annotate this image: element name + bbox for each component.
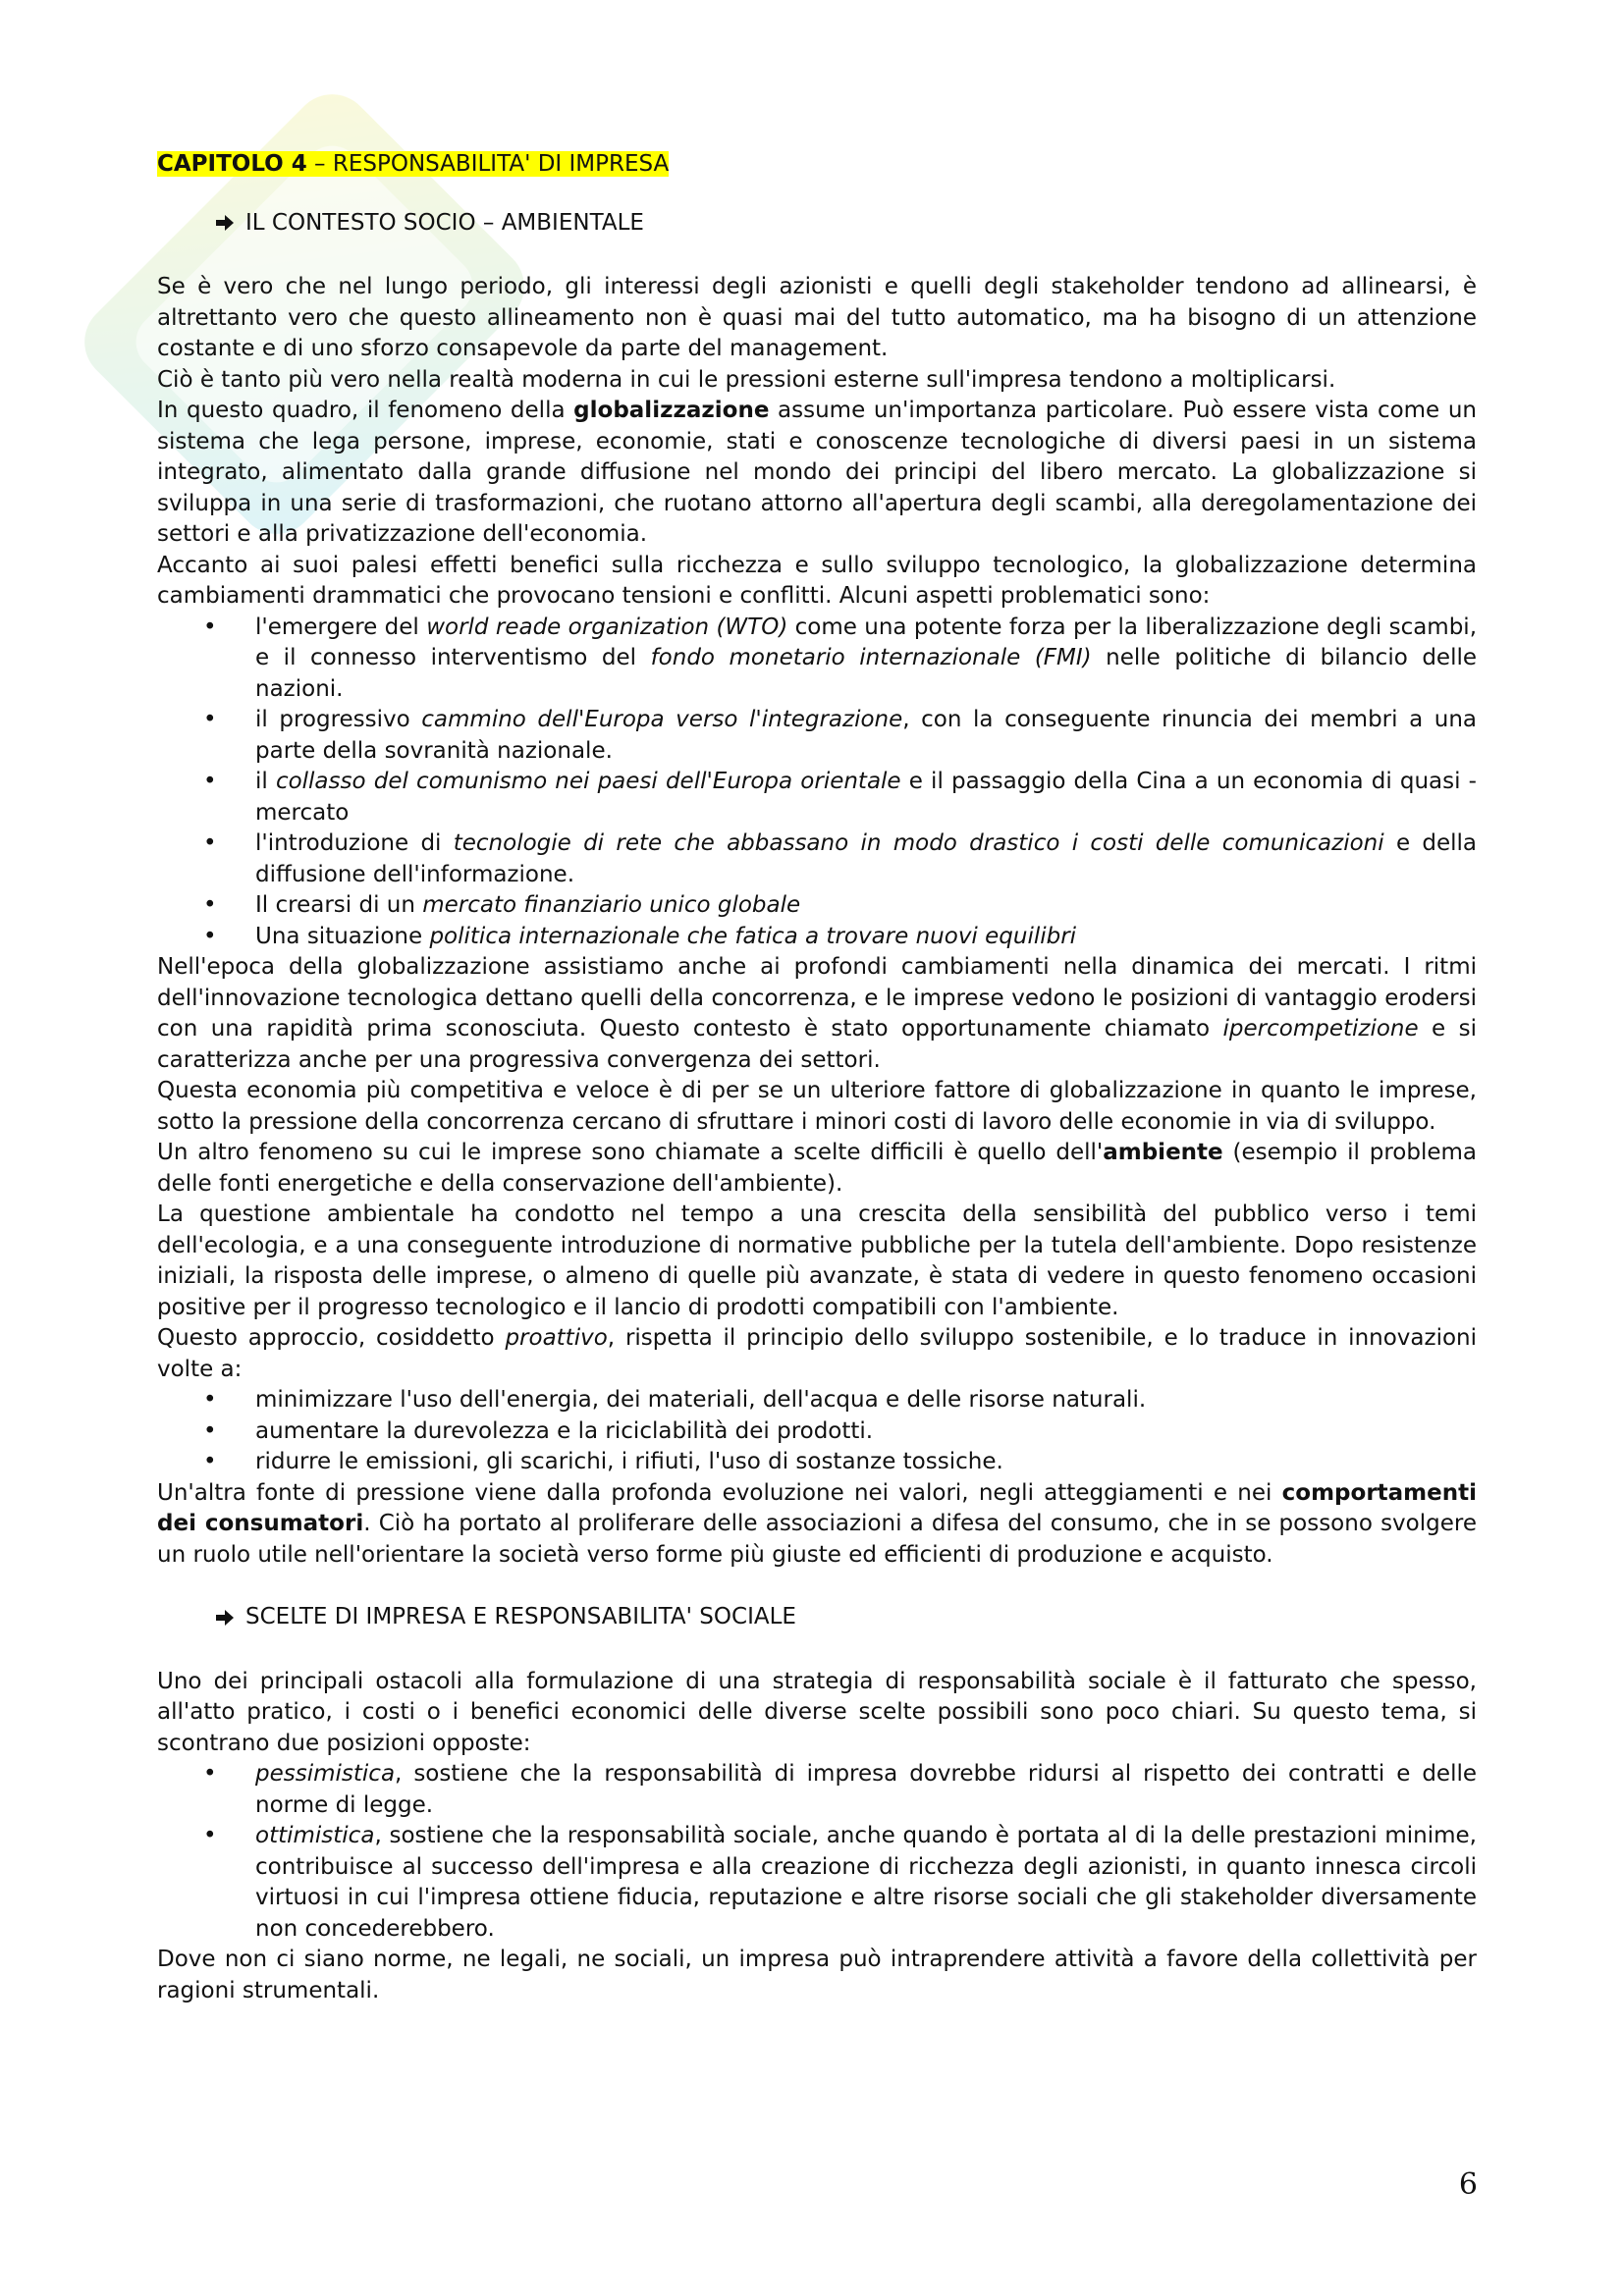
bullet-icon: • <box>203 1823 217 1848</box>
list-item: • ottimistica, sostiene che la responsabilità sociale, anche quando è portata al di la delle prestazioni minime, contribuisce al successo dell'impresa e alla creazione di ricchezza degli azionisti, in quanto innesca circoli virtuosi in cui l'impresa ottiene fiducia, reputazione e altre risorse sociali che gli stakeholder diversamente non concederebbero. <box>203 1823 1477 1942</box>
list-item: • aumentare la durevolezza e la riciclabilità dei prodotti. <box>255 1416 1477 1448</box>
paragraph: Ciò è tanto più vero nella realtà moderna in cui le pressioni esterne sull'impresa tendono a moltiplicarsi. <box>157 366 1336 393</box>
section-heading-contesto <box>204 208 1477 240</box>
paragraph: In questo quadro, il fenomeno della globalizzazione assume un'importanza particolare. Può essere vista come un sistema che lega persone, imprese, economie, stati e conoscenze tecnologiche di diversi paesi in un sistema integrato, alimentato dalla grande diffusione nel mondo dei principi del libero mercato. La globalizzazione si sviluppa in una serie di trasformazioni, che ruotano attorno all'apertura degli scambi, alla deregolamentazione dei settori e alla privatizzazione dell'economia. <box>157 398 1477 547</box>
list-item: • Il crearsi di un mercato finanziario unico globale <box>255 890 1477 922</box>
list-item: • l'emergere del world reade organization (WTO) come una potente forza per la liberalizzazione degli scambi, e il connesso interventismo del fondo monetario internazionale (FMI) nelle politiche di bilancio delle nazioni. <box>203 614 1478 702</box>
keyword-bold: globalizzazione <box>573 398 770 423</box>
bullet-icon: • <box>203 769 217 794</box>
chapter-label: CAPITOLO 4 <box>157 151 307 177</box>
section-title: IL CONTESTO SOCIO – AMBIENTALE <box>245 209 644 236</box>
bullet-icon: • <box>203 830 217 856</box>
section-heading-scelte <box>204 1602 1477 1633</box>
paragraph: Un altro fenomeno su cui le imprese sono chiamate a scelte difficili è quello dell'ambiente (esempio il problema delle fonti energetiche e della conservazione dell'ambiente). <box>157 1140 1478 1197</box>
bullet-icon: • <box>203 1387 217 1413</box>
bullet-icon: • <box>203 892 217 918</box>
list-item: • Una situazione politica internazionale che fatica a trovare nuovi equilibri <box>255 922 1477 953</box>
chapter-title <box>157 149 1477 181</box>
paragraph: Uno dei principali ostacoli alla formulazione di una strategia di responsabilità sociale è il fatturato che spesso, all'atto pratico, i costi o i benefici economici delle diverse scelte possibili sono poco chiari. Su questo tema, si scontrano due posizioni opposte: <box>157 1668 1477 1756</box>
bullet-icon: • <box>203 614 217 640</box>
list-item: • pessimistica, sostiene che la responsabilità di impresa dovrebbe ridursi al rispetto dei contratti e delle norme di legge. <box>203 1761 1477 1818</box>
document-page <box>157 149 1477 2006</box>
list-item: • il collasso del comunismo nei paesi dell'Europa orientale e il passaggio della Cina a un economia di quasi - mercato <box>203 769 1477 826</box>
keyword-bold: comportamenti dei consumatori <box>157 1479 1477 1536</box>
chapter-heading: – RESPONSABILITA' DI IMPRESA <box>314 151 670 177</box>
bullet-icon: • <box>203 923 217 949</box>
arrow-right-icon <box>204 1608 245 1628</box>
bullet-list <box>157 1759 1477 1945</box>
paragraph: Un'altra fonte di pressione viene dalla profonda evoluzione nei valori, negli atteggiamenti e nei comportamenti dei consumatori. Ciò ha portato al proliferare delle associazioni a difesa del consumo, che in se possono svolgere un ruolo utile nell'orientare la società verso forme più giuste ed efficienti di produzione e acquisto. <box>157 1479 1477 1568</box>
paragraph: Nell'epoca della globalizzazione assistiamo anche ai profondi cambiamenti nella dinamica dei mercati. I ritmi dell'innovazione tecnologica dettano quelli della concorrenza, e le imprese vedono le posizioni di vantaggio erodersi con una rapidità prima sconosciuta. Questo contesto è stato opportunamente chiamato ipercompetizione e si caratterizza anche per una progressiva convergenza dei settori. <box>157 954 1477 1073</box>
bullet-icon: • <box>203 707 217 732</box>
list-item: • ridurre le emissioni, gli scarichi, i rifiuti, l'uso di sostanze tossiche. <box>255 1447 1477 1478</box>
bullet-icon: • <box>203 1417 217 1444</box>
keyword-bold: ambiente <box>1103 1140 1223 1165</box>
bullet-list <box>157 613 1477 953</box>
paragraph: Se è vero che nel lungo periodo, gli interessi degli azionisti e quelli degli stakeholder tendono ad allinearsi, è altrettanto vero che questo allineamento non è quasi mai del tutto automatico, ma ha bisogno di un attenzione costante e di uno sforzo consapevole da parte del management. <box>157 274 1477 361</box>
paragraph: Questa economia più competitiva e veloce è di per se un ulteriore fattore di globalizzazione in quanto le imprese, sotto la pressione della concorrenza cercano di sfruttare i minori costi di lavoro delle economie in via di sviluppo. <box>157 1078 1477 1135</box>
paragraph: La questione ambientale ha condotto nel tempo a una crescita della sensibilità del pubblico verso i temi dell'ecologia, e a una conseguente introduzione di normative pubbliche per la tutela dell'ambiente. Dopo resistenze iniziali, la risposta delle imprese, o almeno di quelle più avanzate, è stata di vedere in questo fenomeno occasioni positive per il progresso tecnologico e il lancio di prodotti compatibili con l'ambiente. <box>157 1201 1477 1320</box>
list-item: • il progressivo cammino dell'Europa verso l'integrazione, con la conseguente rinuncia dei membri a una parte della sovranità nazionale. <box>203 707 1477 764</box>
bullet-icon: • <box>203 1449 217 1474</box>
page-number: 6 <box>1458 2167 1478 2202</box>
bullet-icon: • <box>203 1761 217 1787</box>
list-item: • l'introduzione di tecnologie di rete che abbassano in modo drastico i costi delle comunicazioni e della diffusione dell'informazione. <box>203 830 1478 887</box>
arrow-right-icon <box>204 213 245 233</box>
section-title: SCELTE DI IMPRESA E RESPONSABILITA' SOCIALE <box>245 1604 796 1629</box>
bullet-list <box>157 1385 1477 1478</box>
list-item: • minimizzare l'uso dell'energia, dei materiali, dell'acqua e delle risorse naturali. <box>255 1385 1477 1416</box>
paragraph: Questo approccio, cosiddetto proattivo, rispetta il principio dello sviluppo sostenibile, e lo traduce in innovazioni volte a: <box>157 1325 1477 1382</box>
paragraph: Accanto ai suoi palesi effetti benefici sulla ricchezza e sullo sviluppo tecnologico, la globalizzazione determina cambiamenti drammatici che provocano tensioni e conflitti. Alcuni aspetti problematici sono: <box>157 552 1477 609</box>
paragraph: Dove non ci siano norme, ne legali, ne sociali, un impresa può intraprendere attività a favore della collettività per ragioni strumentali. <box>157 1947 1477 2003</box>
